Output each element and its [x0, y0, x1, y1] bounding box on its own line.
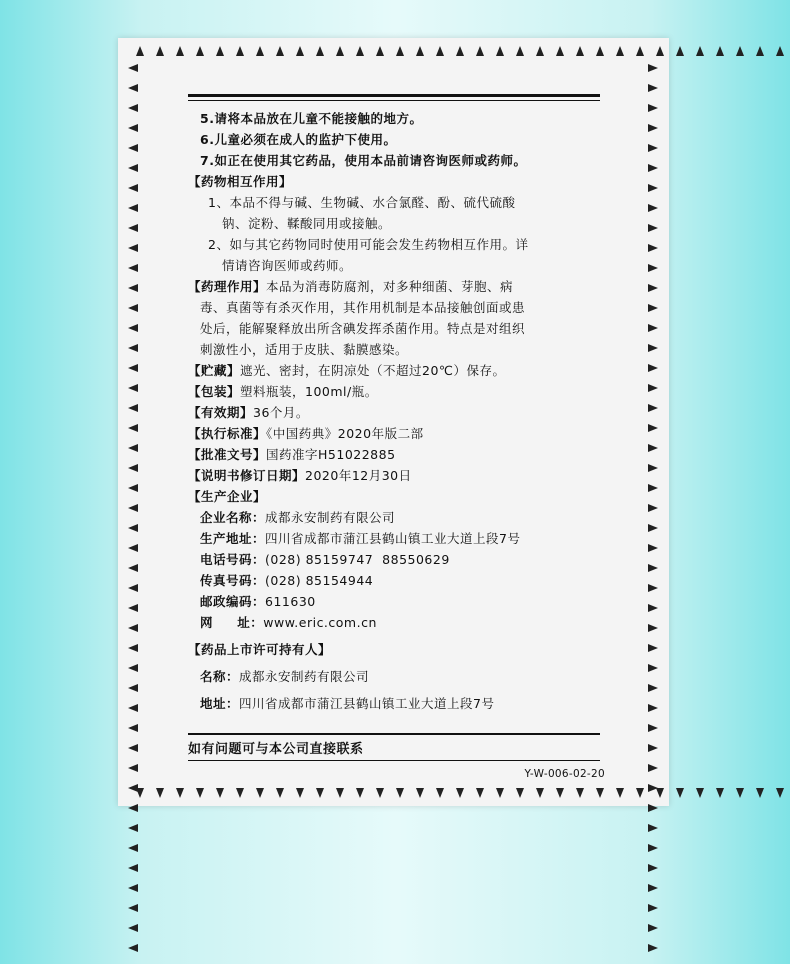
interaction-p2-line1: 2、如与其它药物同时使用可能会发生药物相互作用。详 — [208, 237, 529, 252]
border-top — [136, 46, 790, 56]
pharmacology-line4: 刺激性小，适用于皮肤、黏膜感染。 — [200, 342, 409, 357]
pharmacology-line1 — [188, 276, 608, 297]
standard-row — [188, 423, 608, 444]
manufacturer-fax-value: (028) 85154944 — [265, 573, 374, 588]
interaction-p1-line2: 钠、淀粉、鞣酸同用或接触。 — [222, 216, 392, 231]
standard-text: 《中国药典》2020年版二部 — [266, 426, 424, 441]
pharmacology-line2: 毒、真菌等有杀灭作用，其作用机制是本品接触创面或患 — [200, 300, 526, 315]
pharmacology-line3: 处后，能解聚释放出所含碘发挥杀菌作用。特点是对组织 — [200, 321, 526, 336]
approval-row — [188, 444, 608, 465]
approval-text: 国药准字H51022885 — [266, 447, 396, 462]
holder-address-label: 地址： — [200, 696, 240, 711]
top-rule-thin — [188, 100, 600, 101]
leaflet-sheet — [118, 38, 669, 806]
revision-row — [188, 465, 608, 486]
package-text: 塑料瓶装，100ml/瓶。 — [240, 384, 378, 399]
contact-note: 如有问题可与本公司直接联系 — [188, 742, 364, 757]
holder-name-value: 成都永安制药有限公司 — [239, 669, 370, 684]
manufacturer-tel-value: (028) 85159747 88550629 — [265, 552, 450, 567]
pharmacology-heading: 【药理作用】 — [188, 279, 267, 294]
manufacturer-fax-label: 传真号码： — [200, 573, 266, 588]
package-heading: 【包装】 — [188, 384, 241, 399]
manufacturer-website-value: www.eric.com.cn — [263, 615, 377, 630]
manufacturer-postcode-label: 邮政编码： — [200, 594, 266, 609]
validity-row — [188, 402, 608, 423]
holder-heading: 【药品上市许可持有人】 — [188, 642, 332, 657]
warning-6: 6.儿童必须在成人的监护下使用。 — [200, 132, 397, 147]
manufacturer-website-label: 网 址： — [200, 615, 264, 630]
document-code: Y-W-006-02-20 — [524, 768, 605, 780]
manufacturer-postcode-value: 611630 — [265, 594, 316, 609]
warning-5: 5.请将本品放在儿童不能接触的地方。 — [200, 111, 423, 126]
interaction-p1-line1: 1、本品不得与碱、生物碱、水合氯醛、酚、硫代硫酸 — [208, 195, 516, 210]
storage-heading: 【贮藏】 — [188, 363, 241, 378]
manufacturer-name-label: 企业名称： — [200, 510, 266, 525]
border-left — [128, 64, 138, 964]
manufacturer-postcode-row — [188, 591, 608, 612]
manufacturer-heading: 【生产企业】 — [188, 489, 267, 504]
leaflet-content — [188, 108, 608, 714]
holder-name-row — [188, 666, 608, 687]
bottom-rule-thin — [188, 760, 600, 761]
storage-text: 遮光、密封，在阴凉处（不超过20℃）保存。 — [240, 363, 506, 378]
manufacturer-address-row — [188, 528, 608, 549]
manufacturer-name-row — [188, 507, 608, 528]
interaction-p2-line2: 情请咨询医师或药师。 — [222, 258, 353, 273]
holder-address-row — [188, 693, 608, 714]
manufacturer-website-row — [188, 612, 608, 633]
holder-name-label: 名称： — [200, 669, 240, 684]
manufacturer-address-label: 生产地址： — [200, 531, 266, 546]
revision-text: 2020年12月30日 — [305, 468, 412, 483]
storage-row — [188, 360, 608, 381]
standard-heading: 【执行标准】 — [188, 426, 267, 441]
approval-heading: 【批准文号】 — [188, 447, 267, 462]
revision-heading: 【说明书修订日期】 — [188, 468, 306, 483]
package-row — [188, 381, 608, 402]
manufacturer-tel-row — [188, 549, 608, 570]
warning-7: 7.如正在使用其它药品，使用本品前请咨询医师或药师。 — [200, 153, 527, 168]
manufacturer-name-value: 成都永安制药有限公司 — [265, 510, 396, 525]
manufacturer-tel-label: 电话号码： — [200, 552, 266, 567]
holder-address-value: 四川省成都市蒲江县鹤山镇工业大道上段7号 — [239, 696, 495, 711]
pharmacology-text1: 本品为消毒防腐剂，对多种细菌、芽胞、病 — [266, 279, 514, 294]
validity-text: 36个月。 — [253, 405, 309, 420]
manufacturer-fax-row — [188, 570, 608, 591]
validity-heading: 【有效期】 — [188, 405, 254, 420]
interaction-heading: 【药物相互作用】 — [188, 174, 293, 189]
manufacturer-address-value: 四川省成都市蒲江县鹤山镇工业大道上段7号 — [265, 531, 521, 546]
border-right — [648, 64, 658, 964]
bottom-rule — [188, 733, 600, 735]
top-rule — [188, 94, 600, 97]
border-bottom — [136, 788, 790, 798]
